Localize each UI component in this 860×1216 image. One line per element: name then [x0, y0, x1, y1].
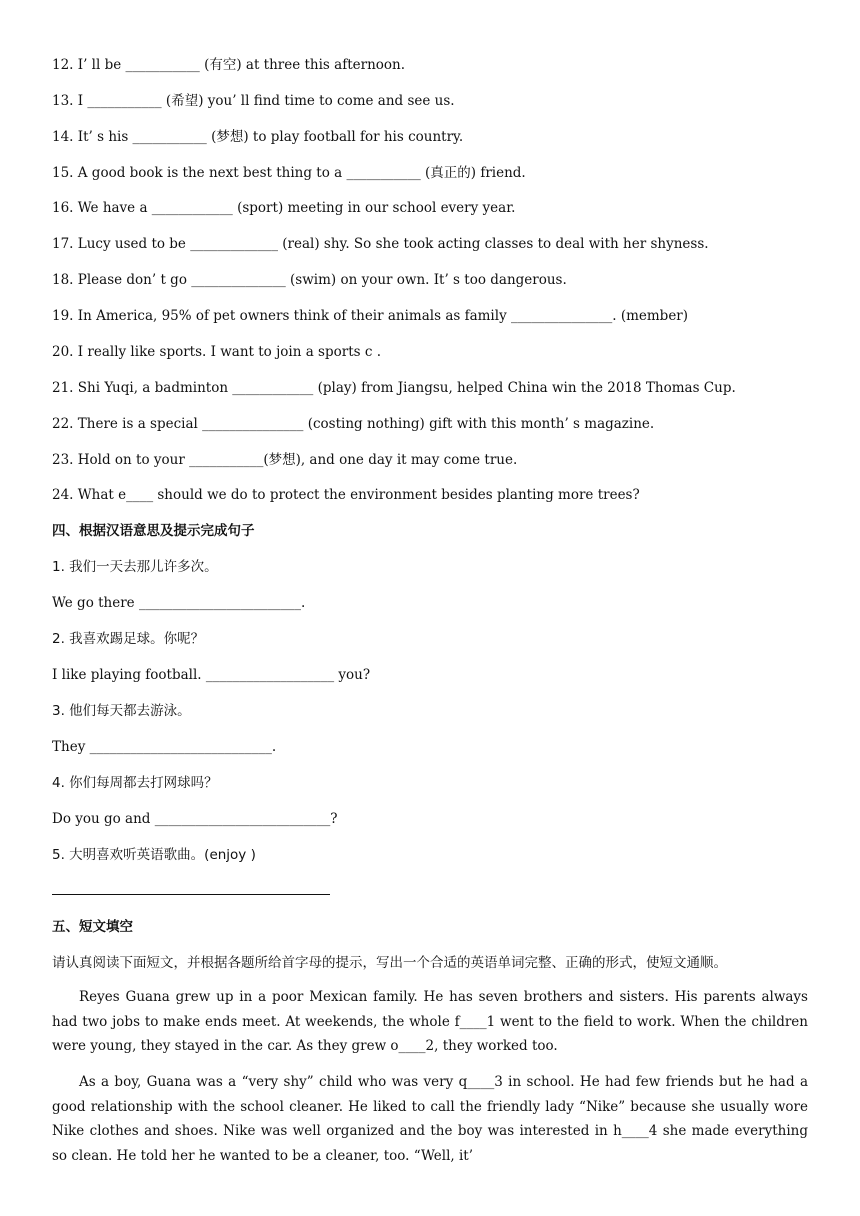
s4-question-2-answer: I like playing football. ___________________ you? — [52, 667, 371, 683]
s4-question-4-chinese: 4. 你们每周都去打网球吗？ — [52, 775, 218, 791]
question-23: 23. Hold on to your ___________(梦想), and one day it may come true. — [52, 452, 518, 468]
passage-paragraph-1 — [52, 985, 808, 1059]
question-18: 18. Please don’ t go ______________ (swim) on your own. It’ s too dangerous. — [52, 272, 567, 288]
question-20: 20. I really like sports. I want to join a sports c . — [52, 344, 381, 360]
s4-question-3-answer: They ___________________________. — [52, 739, 277, 755]
passage-paragraph-2 — [52, 1070, 808, 1168]
passage-paragraph-1-text: Reyes Guana grew up in a poor Mexican family. He has seven brothers and sisters. His parents always had two jobs to make ends meet. At weekends, the whole f____1 went to the field to work. When the children were young, they stayed in the car. As they grew o____2, they worked too. — [52, 989, 808, 1054]
section-4-heading: 四、根据汉语意思及提示完成句子 — [52, 523, 255, 539]
s4-question-1-answer: We go there ________________________. — [52, 595, 306, 611]
s4-question-4-answer: Do you go and __________________________? — [52, 811, 338, 827]
question-15: 15. A good book is the next best thing to a ___________ (真正的) friend. — [52, 165, 526, 181]
section-5-instruction: 请认真阅读下面短文，并根据各题所给首字母的提示，写出一个合适的英语单词完整、正确的形式，使短文通顺。 — [52, 955, 727, 971]
question-24: 24. What e____ should we do to protect the environment besides planting more trees? — [52, 487, 640, 503]
question-21: 21. Shi Yuqi, a badminton ____________ (play) from Jiangsu, helped China win the 2018 Thomas Cup. — [52, 380, 736, 396]
s4-question-5-chinese: 5. 大明喜欢听英语歌曲。(enjoy ) — [52, 847, 256, 863]
question-17: 17. Lucy used to be _____________ (real) shy. So she took acting classes to deal with her shyness. — [52, 236, 709, 252]
s4-question-1-chinese: 1. 我们一天去那儿许多次。 — [52, 559, 218, 575]
question-22: 22. There is a special _______________ (costing nothing) gift with this month’ s magazine. — [52, 416, 655, 432]
section-5-heading: 五、短文填空 — [52, 919, 133, 935]
s4-question-3-chinese: 3. 他们每天都去游泳。 — [52, 703, 191, 719]
passage-paragraph-2-text: As a boy, Guana was a “very shy” child who was very q____3 in school. He had few friends but he had a good relationship with the school cleaner. He liked to call the friendly lady “Nike” because she usually wore Nike clothes and shoes. Nike was well organized and the boy was interested in h____4 she made everything so clean. He told her he wanted to be a cleaner, too. “Well, it’ — [52, 1074, 808, 1164]
s4-question-5-answer-line — [52, 894, 330, 895]
question-14: 14. It’ s his ___________ (梦想) to play football for his country. — [52, 129, 464, 145]
s4-question-2-chinese: 2. 我喜欢踢足球。你呢？ — [52, 631, 205, 647]
question-12: 12. I’ ll be ___________ (有空) at three this afternoon. — [52, 57, 406, 73]
question-19: 19. In America, 95% of pet owners think of their animals as family _______________. (member) — [52, 308, 689, 324]
question-16: 16. We have a ____________ (sport) meeting in our school every year. — [52, 200, 516, 216]
question-13: 13. I ___________ (希望) you’ ll find time to come and see us. — [52, 93, 455, 109]
